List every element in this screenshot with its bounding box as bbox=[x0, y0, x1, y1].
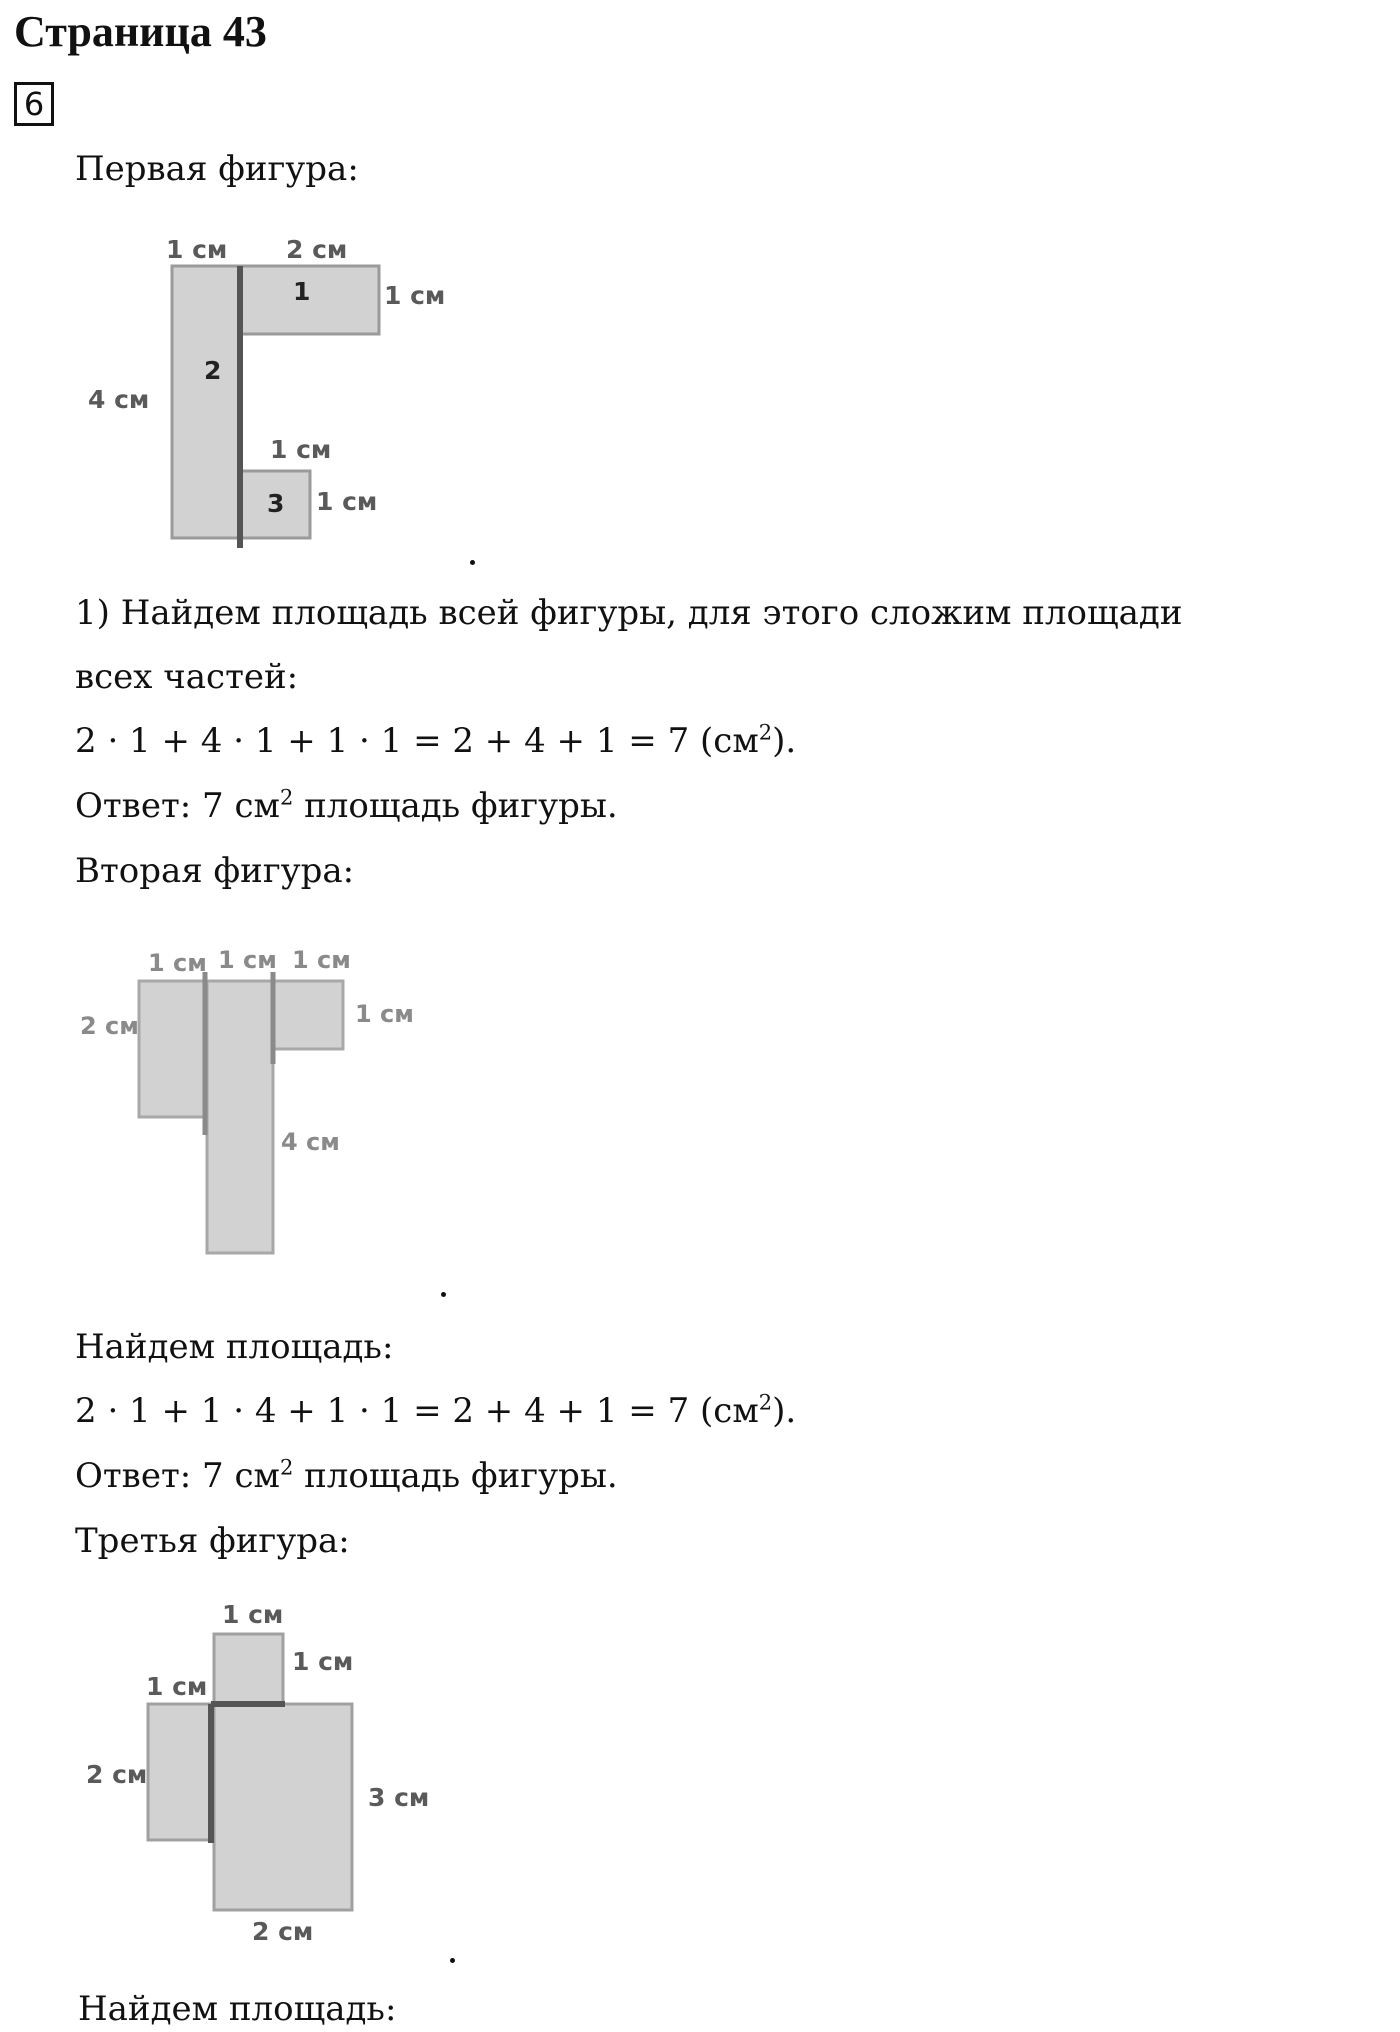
figure1-part1-label: 1 bbox=[293, 277, 311, 306]
figure1-label-right-bottom: 1 см bbox=[316, 487, 378, 516]
figure3-left-rect bbox=[148, 1704, 214, 1840]
figure1-formula: 2 · 1 + 4 · 1 + 1 · 1 = 2 + 4 + 1 = 7 $(см^2)$. bbox=[75, 720, 797, 761]
figure3-main-rect bbox=[214, 1704, 352, 1910]
figure3-label-top-right: 1 см bbox=[292, 1647, 354, 1676]
task-number-badge: 6 bbox=[14, 82, 54, 126]
figure2-heading: Вторая фигура: bbox=[75, 851, 355, 891]
figure1-label-top-left: 1 см bbox=[166, 235, 228, 264]
figure2-shapes bbox=[139, 972, 343, 1253]
figure3-label-left-top: 1 см bbox=[146, 1672, 208, 1701]
figure2-formula: 2 · 1 + 1 · 4 + 1 · 1 = 2 + 4 + 1 = 7 $(см^2)$. bbox=[75, 1390, 797, 1431]
page-title: Страница 43 bbox=[14, 7, 267, 56]
figure2-label-top-b: 1 см bbox=[218, 946, 277, 974]
figure1-answer: Ответ: 7 $см^2$ площадь фигуры. bbox=[75, 785, 618, 826]
figure3-find-area: Найдем площадь: bbox=[78, 1989, 397, 2029]
figure2-left-rect bbox=[139, 981, 207, 1117]
figure2-label-bottom-right: 4 см bbox=[281, 1128, 340, 1156]
figure1-step1-line2: всех частей: bbox=[75, 657, 299, 697]
figure1-part2-rect bbox=[172, 266, 240, 538]
figure2-label-top-a: 1 см bbox=[148, 949, 207, 977]
figure2-label-right: 1 см bbox=[355, 1000, 414, 1028]
figure3-top-rect bbox=[214, 1634, 283, 1704]
figure1-label-top-right: 2 см bbox=[286, 235, 348, 264]
figure1-label-right-top: 1 см bbox=[384, 281, 446, 310]
figure1-part2-label: 2 bbox=[204, 356, 222, 385]
figure2-end-dot bbox=[441, 1292, 446, 1297]
figure3-label-left: 2 см bbox=[86, 1760, 148, 1789]
figure1-label-left: 4 см bbox=[88, 385, 150, 414]
figure2-answer: Ответ: 7 $см^2$ площадь фигуры. bbox=[75, 1455, 618, 1496]
figure3-label-top: 1 см bbox=[222, 1600, 284, 1629]
figure3-label-right: 3 см bbox=[368, 1783, 430, 1812]
figure2-label-left: 2 см bbox=[80, 1012, 139, 1040]
figure3-end-dot bbox=[450, 1958, 455, 1963]
figure2-find-area: Найдем площадь: bbox=[75, 1327, 394, 1367]
figure1-step1-line1: 1) Найдем площадь всей фигуры, для этого сложим площади bbox=[75, 593, 1183, 633]
figure1-end-dot bbox=[470, 560, 475, 565]
figure2-label-top-c: 1 см bbox=[292, 946, 351, 974]
figure2-right-rect bbox=[273, 981, 343, 1049]
figure1-label-mid: 1 см bbox=[270, 435, 332, 464]
figure3-label-bottom: 2 см bbox=[252, 1917, 314, 1946]
figure1-heading: Первая фигура: bbox=[75, 149, 359, 189]
figure3-heading: Третья фигура: bbox=[75, 1521, 350, 1561]
figure2-middle-rect bbox=[207, 981, 273, 1253]
figure1-part3-label: 3 bbox=[267, 489, 285, 518]
